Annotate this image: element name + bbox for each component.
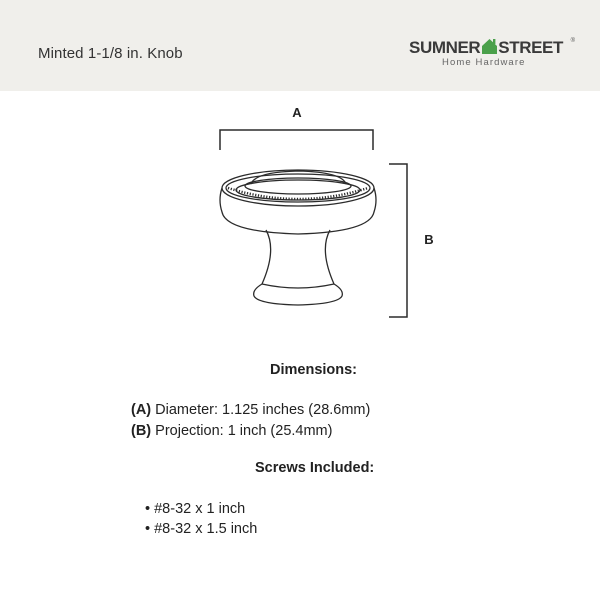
- dimension-b-label: B: [424, 232, 434, 247]
- dimension-b-text: Projection: 1 inch (25.4mm): [151, 423, 333, 439]
- dimension-b-line: [131, 423, 332, 439]
- dimension-a-bracket: [220, 130, 373, 150]
- screw-item-text: #8-32 x 1 inch: [154, 501, 246, 517]
- product-title: Minted 1-1/8 in. Knob: [38, 45, 183, 62]
- brand-name-part1: SUMNER: [409, 38, 481, 57]
- screw-list-item: [145, 521, 257, 537]
- dimension-a-label: A: [292, 105, 302, 120]
- bullet-icon: •: [145, 521, 155, 537]
- registered-mark: ®: [570, 38, 575, 44]
- dimension-a-text: Diameter: 1.125 inches (28.6mm): [151, 402, 371, 418]
- screws-heading: Screws Included:: [255, 460, 375, 476]
- screw-item-text: #8-32 x 1.5 inch: [154, 521, 258, 537]
- knob-diagram: [0, 91, 600, 341]
- brand-name-part2: STREET: [498, 38, 563, 57]
- bullet-icon: •: [145, 501, 155, 517]
- house-icon: [481, 38, 498, 54]
- brand-subtitle: Home Hardware: [442, 57, 526, 68]
- knob-drawing: [220, 170, 376, 305]
- dimension-a-key: (A): [131, 402, 152, 418]
- dimension-a-line: [131, 402, 370, 418]
- brand-logo[interactable]: [409, 38, 575, 72]
- screw-list-item: [145, 501, 245, 517]
- dimensions-heading: Dimensions:: [270, 362, 358, 378]
- header-bar: [0, 0, 600, 91]
- dimension-b-bracket: [389, 164, 407, 317]
- dimension-b-key: (B): [131, 423, 152, 439]
